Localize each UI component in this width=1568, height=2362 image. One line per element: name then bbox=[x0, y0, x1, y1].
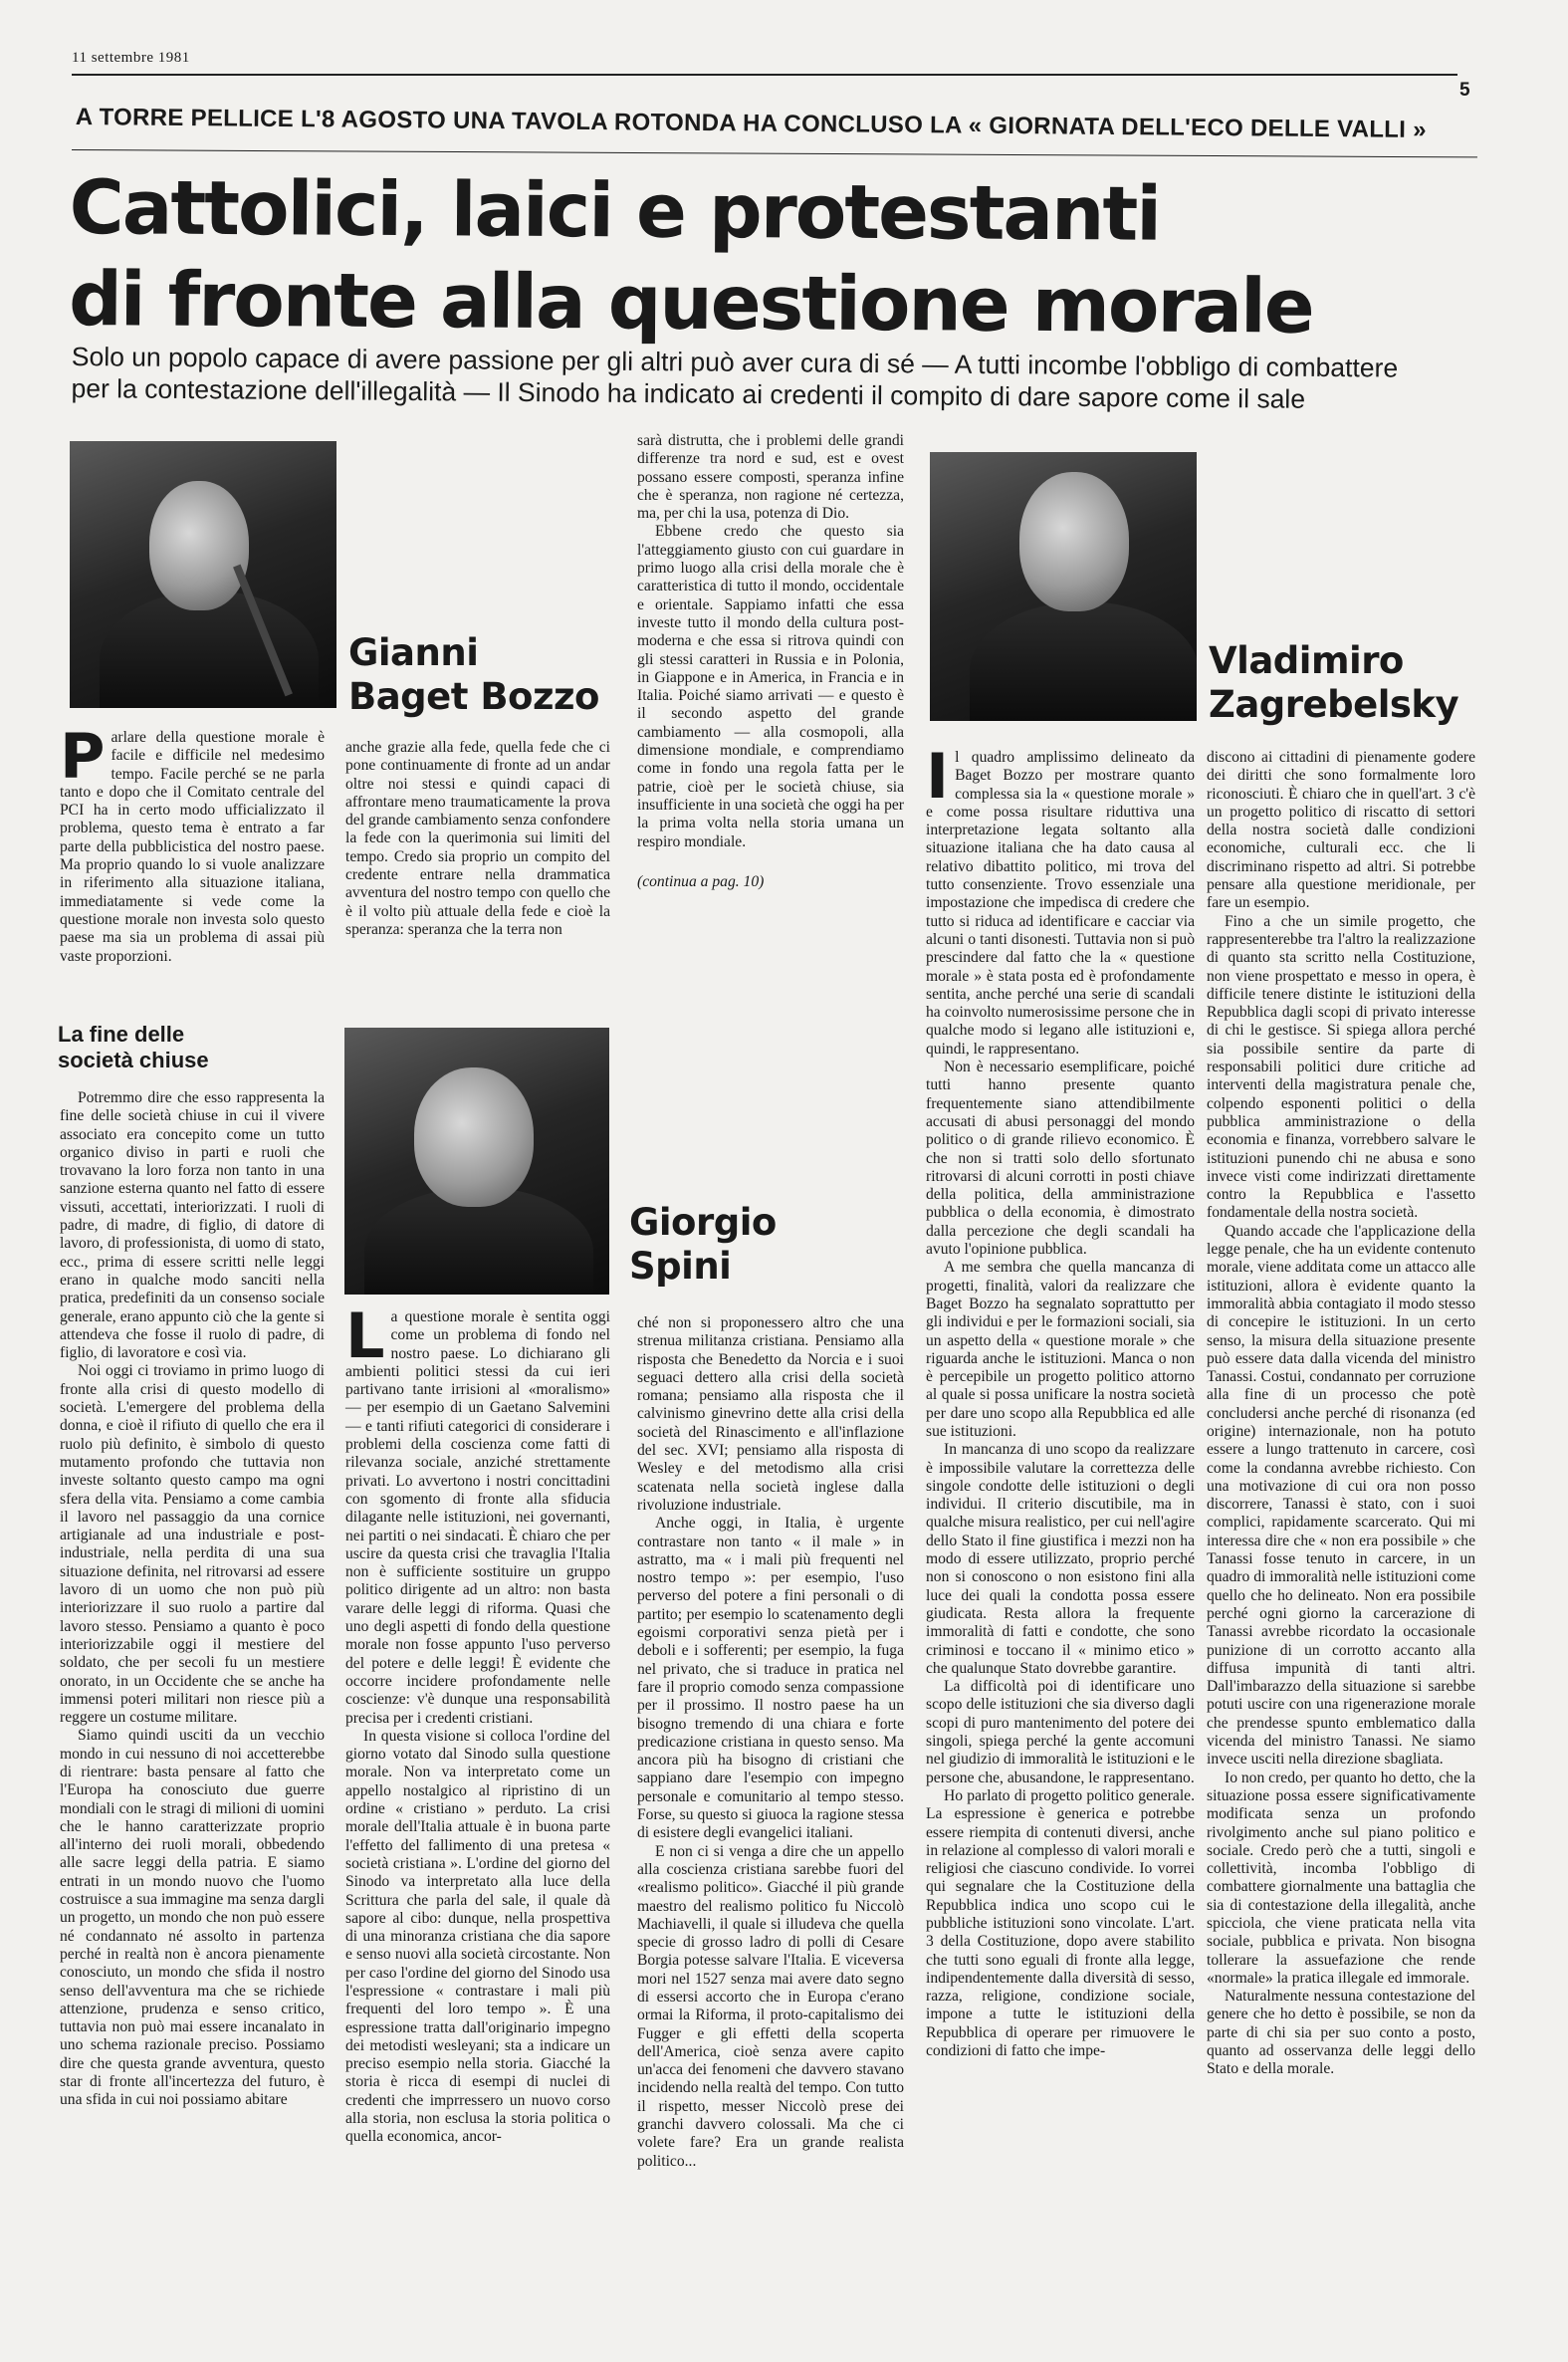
photo-baget-bozzo bbox=[70, 441, 336, 708]
section-heading: La fine delle società chiuse bbox=[58, 1022, 209, 1072]
headline bbox=[69, 161, 1364, 353]
author-name-vladimiro-zagrebelsky: Vladimiro Zagrebelsky bbox=[1209, 639, 1459, 726]
photo-icon bbox=[970, 601, 1197, 721]
article-spini-column-2: ché non si proponessero altro che una strenua militanza cristiana. Pensiamo alla risposta che Benedetto da Norcia e i suoi seguaci dettero alla crisi della società romana; pensiamo alla risposta che il calvinismo ginevrino dette alla crisi della società del Rinascimento e all'inflazione del sec. XVI; pensiamo alla risposta di Wesley e del metodismo alla crisi scatenata nella società inglese dalla rivoluzione industriale. Anche oggi, in Italia, è urgente contrastare non tanto « il male » in astratto, ma « i mali più frequenti nel nostro tempo »: per esempio, l'uso perverso del potere a fini personali o di partito; per esempio lo scatenamento degli egoismi corporativi senza pietà per i deboli e i sofferenti; per esempio, la fuga nel privato, che si traduce in pratica nel fare il proprio comodo senza compassione per il prossimo. Il nostro paese ha un bisogno tremendo di una chiara e forte predicazione cristiana in questo senso. Ma ancora più ha bisogno di cristiani che sappiano dare l'esempio con impegno personale e comunitario al tempo stesso. Forse, su questo si giuoca la ragione stessa di esistere degli evangelici italiani. E non ci si venga a dire che un appello alla coscienza cristiana sarebbe fuori del «realismo politico». Giacché il più grande maestro del realismo politico fu Niccolò Machiavelli, il quale si illudeva che quella specie di grosso ladro di polli di Cesare Borgia potesse salvare l'Italia. E viceversa mori nel 1527 senza mai avere dato segno di essersi accorto che in Europa c'erano ormai la Riforma, il proto-capitalismo dei Fugger e gli effetti della scoperta dell'America, cioè senza avere capito un'acca dei fenomeni che davvero stavano incidendo nella realtà del tempo. Con tutto il rispetto, messer Niccolò prese dei granchi davvero colossali. Ma che ci volete fare? Era un grande realista politico... bbox=[637, 1314, 904, 2170]
dropcap: I bbox=[926, 740, 950, 813]
headline-line-2: di fronte alla questione morale bbox=[68, 254, 1313, 351]
author-name-baget-bozzo: Gianni Baget Bozzo bbox=[348, 631, 599, 718]
article-zagrebelsky-column-2: discono ai cittadini di pienamente godere dei diritti che sono formalmente loro riconosciuti. È chiaro che in quell'art. 3 c'è un progetto politico di riscatto di settori della nostra società dalle condizioni economiche, culturali ecc. che li discriminano rispetto ad altri. Si potrebbe pensare alla questione meridionale, per fare un esempio. Fino a che un simile progetto, che rappresenterebbe tra l'altro la realizzazione di quanto sta scritto nella Costituzione, non viene prospettato e messo in opera, è difficile tenere distinte le istituzioni della Repubblica dagli scopi di privato interesse di chi le gestisce. Si spiega allora perché sia possibile sentire da parte di responsabili politici dure critiche ad interventi della magistratura penale che, colpendo esponenti politici o della pubblica amministrazione o della economia e finanza, vorrebbero salvare le istituzioni punendo chi ne abusa e sono invece visti come indirizzati direttamente contro la Repubblica e l'assetto fondamentale della nostra società. Quando accade che l'applicazione della legge penale, che ha un evidente contenuto morale, viene additata come un attacco alle istituzioni, allora è evidente quanto la immoralità abbia contagiato il modo stesso di concepire le istituzioni. In un certo senso, la misura della situazione presente può essere data dalla vicenda del ministro Tanassi. Costui, condannato per corruzione alla fine di un processo che potè concludersi anche perché di risonanza (ed origine) internazionale, non ha potuto essere a lungo trattenuto in carcere, così come la condanna avrebbe richiesto. Con una motivazione di cui ora non posso discorrere, Tanassi è stato, con i suoi complici, rapidamente scarcerato. Qui mi interessa dire che « non era possibile » che Tanassi fosse tenuto in carcere, in un quadro di immoralità nelle istituzioni come quello che ho delineato. Non era possibile perché ogni giorno la carcerazione di Tanassi avrebbe ricordato la occasionale punizione di un corrotto accanto alla diffusa impunità di tanti altri. Dall'imbarazzo della situazione si sarebbe potuti uscire con una rigenerazione morale che prendesse spunto emblematico dalla vicenda del ministro Tanassi. Ne siamo invece usciti nella direzione sbagliata. Io non credo, per quanto ho detto, che la situazione possa essere significativamente modificata senza un profondo rivolgimento anche sul piano politico e sociale. Credo però che a tutti, singoli e collettività, incomba l'obbligo di combattere giornalmente una battaglia che sia di contestazione della illegalità, anche spicciola, che viene praticata nella vita sociale, pubblica e privata. Non bisogna tollerare la assuefazione che rende «normale» la pratica illegale ed immorale. Naturalmente nessuna contestazione del genere che ho detto è possibile, se non da parte di chi sia per suo conto a posto, quanto ad osservanza delle leggi dello Stato e della morale. bbox=[1207, 749, 1476, 2078]
page-number: 5 bbox=[1459, 80, 1470, 101]
photo-giorgio-spini bbox=[344, 1028, 609, 1295]
header-rule bbox=[72, 74, 1457, 76]
article-bozzo-column-3: sarà distrutta, che i problemi delle grandi differenze tra nord e sud, est e ovest possano essere composti, speranza infine che è speranza, non ragione né certezza, ma, per chi la usa, potenza di Dio. Ebbene credo che questo sia l'atteggiamento giusto con cui guardare in primo luogo alla crisi della morale che è caratteristica di tutto il mondo, occidentale e orientale. Sappiamo infatti che essa investe tutto il mondo della cultura post-moderna e che essa si ritrova quindi con gli stessi caratteri in Russia e in Polonia, in Giappone e in America, in Francia e in Italia. Poiché siamo arrivati — e questo è il secondo aspetto del grande cambiamento — alla cosmopoli, alla dimensione mondiale, e comprendiamo come in fondo una regola fatta per le patrie, cioè per le società chiuse, sia insufficiente in una società che oggi ha per la prima volta nella storia umana un respiro mondiale. (continua a pag. 10) bbox=[637, 432, 904, 890]
subheadline-line-2: per la contestazione dell'illegalità — Il Sinodo ha indicato ai credenti il compito di dare sapore come il sale bbox=[71, 372, 1306, 414]
subheadline bbox=[71, 341, 1485, 416]
article-bozzo-column-2: anche grazie alla fede, quella fede che ci pone continuamente di fronte ad un andar oltre noi stessi e quindi capaci di affrontare meno traumaticamente la prova del grande cambiamento senza confondere la fede con la querimonia sui limiti del tempo. Credo sia proprio un compito del credente entrare nella drammatica avventura del nostro tempo con quello che è il volto più attuale della fede e cioè la speranza: speranza che la terra non bbox=[345, 739, 610, 938]
article-zagrebelsky-column-1: Il quadro amplissimo delineato da Baget Bozzo per mostrare quanto complessa sia la « questione morale » e come possa risultare riduttiva una interpretazione legata soltanto alla situazione italiana che ha dato causa al relativo dibattito politico, mi trova del tutto consenziente. Trovo essenziale una impostazione che impedisca di credere che tutto si riduca ad identificare e cacciar via alcuni o tanti disonesti. Tuttavia non si può prescindere dal fatto che la « questione morale » è stata posta ed è profondamente sentita, anche perché una serie di scandali ha coinvolto numerosissime persone che in qualche modo si legano alle istituzioni e, quindi, le rappresentano. Non è necessario esemplificare, poiché tutti hanno presente quanto frequentemente siano attendibilmente accusati di abusi personaggi del mondo politico o di grande rilievo economico. È che non si tratti solo dello sfortunato ritrovarsi di alcuni corrotti in posti chiave della politica, della amministrazione pubblica o della economia, è dimostrato dalla percezione che degli scandali ha avuto l'opinione pubblica. A me sembra che quella mancanza di progetti, finalità, valori da realizzare che Baget Bozzo ha segnalato soprattutto per gli individui e per le formazioni sociali, sia un aspetto della « questione morale » che riguarda anche le istituzioni. Manca o non è percepibile un progetto politico attorno al quale si possa unificare la nostra società per dare uno scopo alla Repubblica ed alle sue istituzioni. In mancanza di uno scopo da realizzare è impossibile valutare la correttezza delle singole condotte delle istituzioni o degli individui. Il criterio discutibile, ma in qualche misura realistico, per cui nell'agire dello Stato il fine giustifica i mezzi non ha modo di essere utilizzato, proprio perché non si conoscono o non esistono fini alla luce dei quali la condotta possa essere giudicata. Resta allora la frequente immoralità di fatti e condotte, che sono criminosi e toccano il « minimo etico » che qualunque Stato dovrebbe garantire. La difficoltà poi di identificare uno scopo delle istituzioni che sia diverso dagli scopi di puro mantenimento del potere dei singoli, spiega perché la gente accomuni nel giudizio di immoralità le istituzioni e le persone che, abusandone, le rappresentano. Ho parlato di progetto politico generale. La espressione è generica e potrebbe essere riempita di contenuti diversi, anche in relazione al complesso di valori morali e religiosi che ciascuno condivide. Io vorrei qui segnalare che la Costituzione della Repubblica indica uno scopo cui le pubbliche istituzioni sono vincolate. L'art. 3 della Costituzione, dopo avere stabilito che tutti sono eguali di fronte alla legge, indipendentemente dalla diversità di sesso, razza, religione, condizione sociale, impone a tutte le istituzioni della Repubblica di operare per rimuovere le condizioni di fatto che impe- bbox=[926, 740, 1195, 2060]
article-bozzo-column-1: Parlare della questione morale è facile e difficile nel medesimo tempo. Facile perché se ne parla tanto e dopo che il Comitato centrale del PCI ha in certo modo ufficializzato il problema, questo tema è entrato a far parte della pubblicistica del nostro paese. Ma proprio quando lo si vuole analizzare in riferimento alla situazione italiana, immediatamente si vede come la questione morale non investa solo questo paese ma sia un problema di assai più vaste proporzioni. bbox=[60, 720, 325, 965]
headline-line-1: Cattolici, laici e protestanti bbox=[69, 162, 1161, 258]
dropcap: P bbox=[60, 720, 106, 793]
article-spini-column-1: La questione morale è sentita oggi come un problema di fondo nel nostro paese. Lo dichiarano gli ambienti politici stessi da cui ieri partivano tante irrisioni al «moralismo» — per esempio di un Gaetano Salvemini — e tanti rifiuti categorici di considerare i problemi della coscienza come fatti di rilevanza sociale, anziché strettamente privati. Lo avvertono i nostri concittadini con sgomento di fronte alla sfiducia dilagante nelle istituzioni, nei governanti, nei partiti o nei sindacati. È chiaro che per uscire da questa crisi che travaglia l'Italia non è sufficiente sostituire un gruppo politico dirigente ad un altro: non basta varare delle leggi di riforma. Quasi che uno degli aspetti di fondo della questione morale non fosse appunto l'uso perverso del potere e delle leggi! È evidente che occorre incidere profondamente nelle coscienze: v'è dunque una responsabilità precisa per i credenti cristiani. In questa visione si colloca l'ordine del giorno votato dal Sinodo sulla questione morale. Non va interpretato come un appello nostalgico al ripristino di un ordine « cristiano » perduto. La crisi morale dell'Italia attuale è in buona parte l'effetto del fallimento di una pretesa « società cristiana ». L'ordine del giorno del Sinodo va interpretato alla luce della Scrittura che parla del sale, il quale dà sapore al cibo: dunque, nella prospettiva di una minoranza cristiana che dia sapore e senso nuovi alla società circostante. Non per caso l'ordine del giorno del Sinodo usa l'espressione « contrastare i mali più frequenti del loro tempo ». È una espressione tratta dall'originario impegno dei metodisti wesleyani; sta a indicare un preciso esempio nella storia. Giacché la storia è ricca di esempi di nuclei di credenti che imprressero un nuovo corso alla storia, non esclusa la storia politica o quella economica, ancor- bbox=[345, 1299, 610, 2146]
dropcap: L bbox=[345, 1299, 385, 1372]
issue-date: 11 settembre 1981 bbox=[72, 50, 190, 66]
kicker: A TORRE PELLICE L'8 AGOSTO UNA TAVOLA ROTONDA HA CONCLUSO LA « GIORNATA DELL'ECO DELLE VALLI » bbox=[75, 104, 1427, 144]
subheadline-line-1: Solo un popolo capace di avere passione per gli altri può aver cura di sé — A tutti incombe l'obbligo di combattere bbox=[71, 341, 1399, 383]
continued-note: (continua a pag. 10) bbox=[637, 872, 765, 890]
article-bozzo-column-1b: Potremmo dire che esso rappresenta la fine delle società chiuse in cui il vivere associato era concepito come un tutto organico diviso in parti e ruoli che trovavano la loro forza non tanto in una sanzione esterna quanto nel fatto di essere vissuti, accettati, interiorizzati. I ruoli di padre, di madre, di figlio, di datore di lavoro, di professionista, di uomo di stato, ecc., prima di essere scritti nelle leggi erano in qualche modo sanciti nella pratica, predefiniti da un consenso sociale generale, erano appunto ciò che la gente si attendeva che fosse il ruolo di padre, di figlio, di lavoratore e così via. Noi oggi ci troviamo in primo luogo di fronte alla crisi di questo modello di società. L'emergere del problema della donna, e cioè il rifiuto di quello che era il ruolo più definito, è simbolo di questo mutamento profondo che tuttavia non investe soltanto questo campo ma ogni sfera della vita. Pensiamo a come cambia il lavoro nel passaggio da una cornice artigianale ad una industriale e post-industriale, nella perdita di una sua situazione definita, nel ritrovarsi ad essere lavoro di un uomo che non può più interiorizzare il suo ruolo a partire dal lavoro stesso. Pensiamo a quanto è poco interiorizzabile oggi il mestiere del soldato, che per secoli fu un mestiere onorato, in un Occidente che se anche ha immensi poteri militari non riesce più a reggere un costume militare. Siamo quindi usciti da un vecchio mondo in cui nessuno di noi accetterebbe di rientrare: basta pensare al fatto che l'Europa ha conosciuto due guerre mondiali con le stragi di milioni di uomini che le hanno caratterizzate proprio all'interno dei ruoli morali, obbedendo alle sacre leggi della patria. E siamo entrati in un mondo nuovo che l'uomo costruisce a sua immagine ma senza dargli un progetto, un mondo che non può essere né condannato né assolto in partenza perché in realtà non è ancora pienamente conosciuto, un mondo che sfida il nostro senso dell'avventura ma che se richiede attenzione, prudenza e senso critico, tuttavia non può mai essere incanalato in uno schema razionale preciso. Possiamo dire che questa grande avventura, questo star di fronte all'incertezza del futuro, è una sfida in cui noi possiamo abitare bbox=[60, 1089, 325, 2109]
kicker-rule bbox=[72, 149, 1477, 157]
author-name-giorgio-spini: Giorgio Spini bbox=[629, 1201, 777, 1288]
photo-vladimiro-zagrebelsky bbox=[930, 452, 1197, 721]
